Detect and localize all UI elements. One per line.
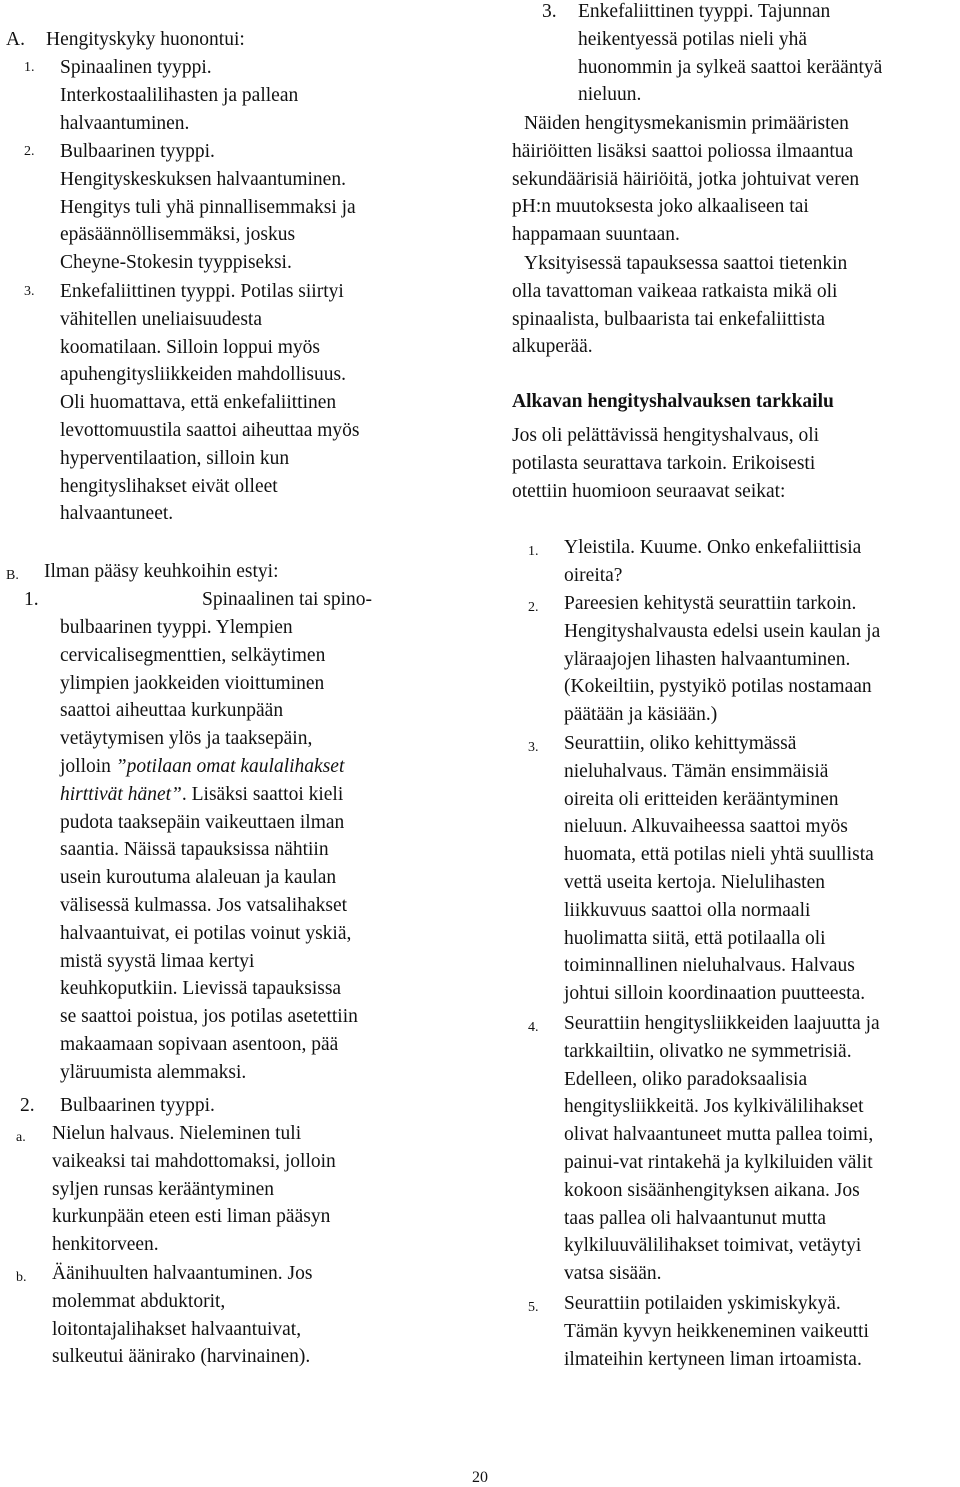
list-number: 1. — [24, 60, 35, 75]
list-item: Äänihuulten halvaantuminen. Jos molemmat abduktorit, loitontajalihakset halvaantuivat, sulkeutui äänirako (harvinainen). — [52, 1263, 313, 1368]
section-b-marker: B. — [6, 568, 19, 583]
list-item: Seurattiin, oliko kehittymässä nieluhalvaus. Tämän ensimmäisiä oireita oli eritteiden kerääntyminen nieluun. Alkuvaiheessa saattoi myös huomata, että potilas nieli yhtä suullista vettä useita kertoja. Nielulihasten liikkuvuus saattoi olla normaali huolimatta siitä, että potilaalla oli toiminnallinen nieluhalvaus. Halvaus johtui silloin koordinaation puutteesta. — [564, 733, 874, 1005]
quote-text: hirttivät hänet” — [60, 783, 182, 805]
list-item: Yleistila. Kuume. Onko enkefaliittisia oireita? — [564, 537, 862, 586]
paragraph: Jos oli pelättävissä hengityshalvaus, oli potilasta seurattava tarkoin. Erikoisesti otettiin huomioon seuraavat seikat: — [512, 425, 820, 502]
list-item: Enkefaliittinen tyyppi. Tajunnan heikentyessä potilas nieli yhä huonommin ja sylkeä saattoi kerääntyä nieluun. — [578, 1, 883, 106]
list-number: 3. — [542, 1, 557, 22]
list-item: Seurattiin potilaiden yskimiskykyä. Tämän kyvyn heikkeneminen vaikeutti ilmateihin kertyneen liman irtoamista. — [564, 1293, 869, 1370]
list-number: 4. — [528, 1020, 539, 1035]
list-item: bulbaarinen tyyppi. Ylempien cervicalisegmenttien, selkäytimen ylimpien jaokkeiden vioittuminen saattoi aiheuttaa kurkunpään vetäytymisen ylös ja taaksepäin, jolloin ”potilaan omat kaulalihakset hirttivät hänet”. Lisäksi saattoi kieli pudota taaksepäin vaikeuttaen ilman saantia. Näissä tapauksissa nähtiin usein kuroutuma alaleuan ja kaulan välisessä kulmassa. Jos vatsalihakset halvaantuivat, ei potilas voinut yskiä, mistä syystä limaa kertyi keuhkoputkiin. Lievissä tapauksissa se saattoi poistua, jos potilas asetettiin makaamaan sopivaan asentoon, pää yläruumista alemmaksi. — [60, 617, 358, 1083]
list-item: Spinaalinen tyyppi. Interkostaalilihasten ja pallean halvaantuminen. — [60, 57, 299, 134]
list-number: 2. — [20, 1095, 35, 1116]
section-a-title: Hengityskyky huonontui: — [46, 29, 245, 50]
list-item: Pareesien kehitystä seurattiin tarkoin. Hengityshalvausta edelsi usein kaulan ja yläraajojen lihasten halvaantuminen. (Kokeiltiin, pystyikö potilas nostamaan päätään ja käsiään.) — [564, 593, 881, 726]
list-number: 3. — [24, 284, 35, 299]
list-item: Nielun halvaus. Nieleminen tuli vaikeaksi tai mahdottomaksi, jolloin syljen runsas kerääntyminen kurkunpään eteen esti liman pääsyn henkitorveen. — [52, 1123, 336, 1256]
list-number: 3. — [528, 740, 539, 755]
paragraph: Yksityisessä tapauksessa saattoi tietenkin olla tavattoman vaikeaa ratkaista mikä oli spinaalista, bulbaarista tai enkefaliittista alkuperää. — [512, 253, 848, 358]
list-number: 1. — [528, 544, 539, 559]
list-letter: a. — [16, 1130, 26, 1145]
list-letter: b. — [16, 1270, 27, 1285]
paragraph: Näiden hengitysmekanismin primääristen häiriöitten lisäksi saattoi poliossa ilmaantua sekundäärisiä häiriöitä, jotka johtuivat veren pH:n muutoksesta joko alkaaliseen tai happamaan suuntaan. — [512, 113, 860, 246]
list-number: 5. — [528, 1300, 539, 1315]
quote-text: ”potilaan omat kaulalihakset — [115, 755, 345, 777]
list-number: 2. — [528, 600, 539, 615]
list-item: Enkefaliittinen tyyppi. Potilas siirtyi vähitellen uneliaisuudesta koomatilaan. Silloin loppui myös apuhengitysliikkeiden mahdollisuus. Oli huomattava, että enkefaliittinen levottomuustila saattoi aiheuttaa myös hyperventilaation, silloin kun hengityslihakset eivät olleet halvaantuneet. — [60, 281, 360, 525]
page-number: 20 — [472, 1469, 488, 1486]
list-item: Bulbaarinen tyyppi. Hengityskeskuksen halvaantuminen. Hengitys tuli yhä pinnallisemmaksi ja epäsäännöllisemmäksi, joskus Cheyne-Stokesin tyyppiseksi. — [60, 141, 356, 274]
list-item-first-line: Spinaalinen tai spino- — [202, 589, 373, 610]
list-number: 1. — [24, 589, 39, 610]
section-a-marker: A. — [6, 29, 25, 50]
list-item: Seurattiin hengitysliikkeiden laajuutta ja tarkkailtiin, olivatko ne symmetrisiä. Edelleen, oliko paradoksaalisia hengitysliikkeitä. Jos kylkivälilihakset olivat halvaantuneet mutta pallea toimi, painui-vat rintakehä ja kylkiluiden välit kokoon sisäänhengityksen aikana. Jos taas pallea oli halvaantunut mutta kylkiluuvälilihakset toimivat, vetäytyi vatsa sisään. — [564, 1013, 880, 1285]
section-b-title: Ilman pääsy keuhkoihin estyi: — [44, 561, 279, 582]
list-number: 2. — [24, 144, 35, 159]
section-heading: Alkavan hengityshalvauksen tarkkailu — [512, 391, 834, 412]
list-item: Bulbaarinen tyyppi. — [60, 1095, 215, 1116]
